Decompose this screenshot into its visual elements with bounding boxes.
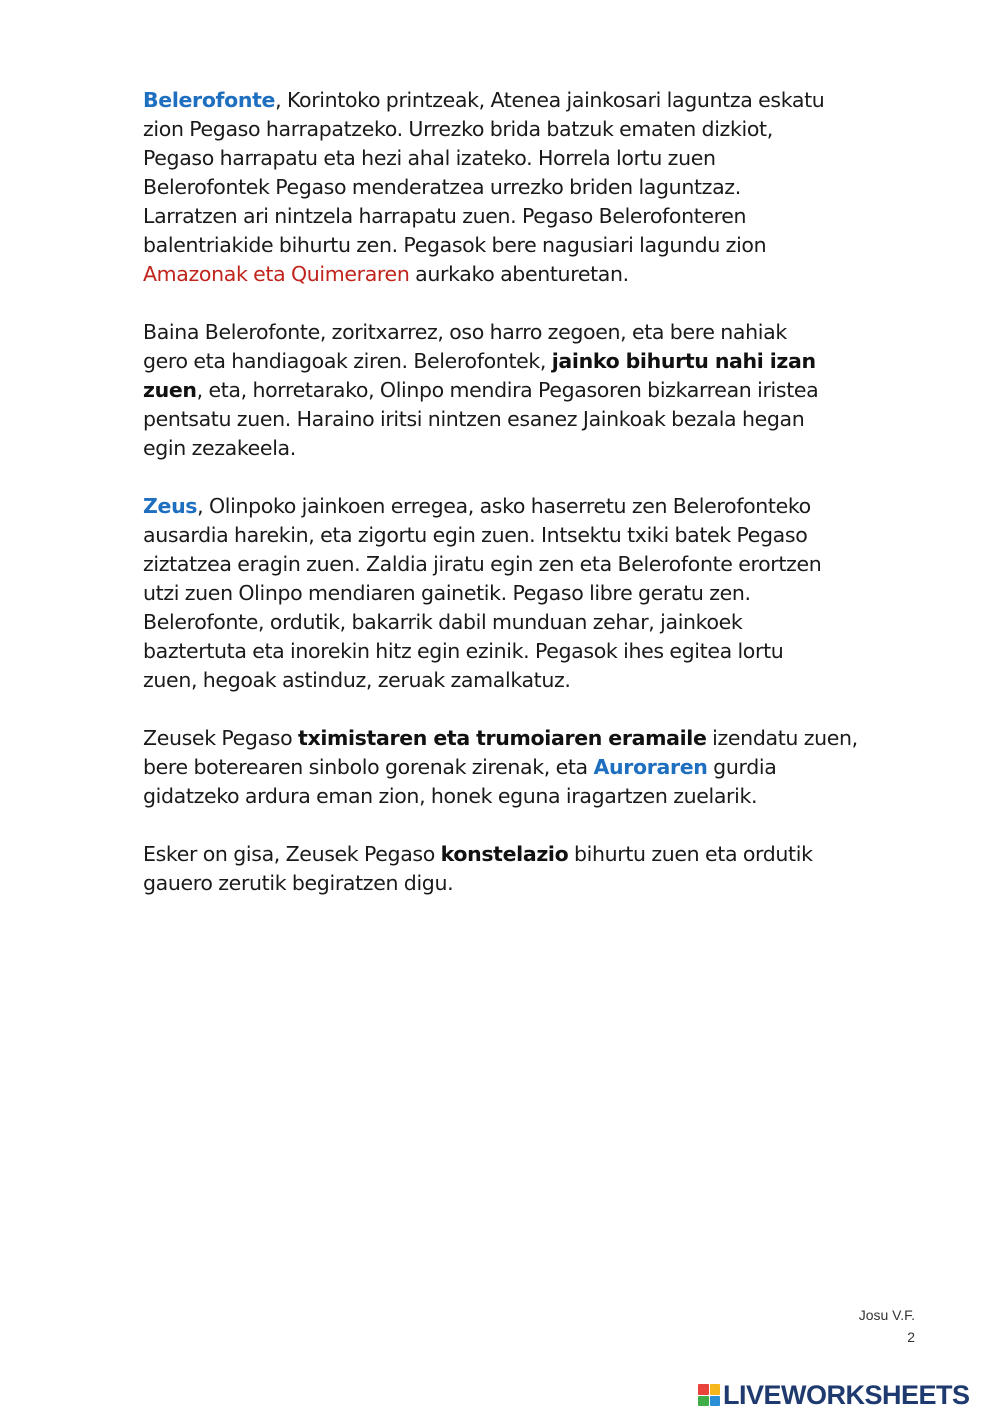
text-segment: pentsatu zuen. Haraino iritsi nintzen esanez Jainkoak bezala hegan xyxy=(143,407,805,431)
liveworksheets-brand[interactable] xyxy=(698,1380,970,1410)
text-segment: , Olinpoko jainkoen erregea, asko haserretu zen Belerofonteko xyxy=(197,494,811,518)
page-number: 2 xyxy=(907,1329,915,1345)
paragraph xyxy=(143,840,923,898)
text-line xyxy=(143,231,923,260)
text-line xyxy=(143,115,923,144)
text-segment: egin zezakeela. xyxy=(143,436,296,460)
text-segment: Pegaso harrapatu eta hezi ahal izateko. Horrela lortu zuen xyxy=(143,146,716,170)
paragraph xyxy=(143,318,923,463)
highlighted-name: Belerofonte xyxy=(143,88,276,112)
author-name: Josu V.F. xyxy=(858,1307,915,1323)
text-line xyxy=(143,492,923,521)
bold-phrase: zuen xyxy=(143,378,197,402)
text-segment: Larratzen ari nintzela harrapatu zuen. Pegaso Belerofonteren xyxy=(143,204,747,228)
page-footer xyxy=(859,1304,915,1348)
text-segment: Baina Belerofonte, zoritxarrez, oso harro zegoen, eta bere nahiak xyxy=(143,320,787,344)
text-segment: zion Pegaso harrapatzeko. Urrezko brida batzuk ematen dizkiot, xyxy=(143,117,773,141)
text-line xyxy=(143,86,923,115)
story-text xyxy=(143,86,923,927)
text-line xyxy=(143,434,923,463)
text-line xyxy=(143,637,923,666)
text-segment: , eta, horretarako, Olinpo mendira Pegasoren bizkarrean iristea xyxy=(196,378,819,402)
text-line xyxy=(143,666,923,695)
text-line xyxy=(143,521,923,550)
highlighted-name: Zeus xyxy=(143,494,198,518)
text-segment: bere boterearen sinbolo gorenak zirenak, eta xyxy=(143,755,594,779)
text-segment: gidatzeko ardura eman zion, honek eguna iragartzen zuelarik. xyxy=(143,784,758,808)
text-line xyxy=(143,782,923,811)
paragraph xyxy=(143,86,923,289)
logo-square-yellow xyxy=(710,1384,721,1395)
text-segment: bihurtu zuen eta ordutik xyxy=(568,842,813,866)
text-segment: balentriakide bihurtu zen. Pegasok bere nagusiari lagundu zion xyxy=(143,233,767,257)
text-line xyxy=(143,840,923,869)
text-line xyxy=(143,869,923,898)
brand-wordmark: LIVEWORKSHEETS xyxy=(723,1379,970,1410)
text-line xyxy=(143,550,923,579)
text-segment: ausardia harekin, eta zigortu egin zuen. Intsektu txiki batek Pegaso xyxy=(143,523,808,547)
text-line xyxy=(143,202,923,231)
text-segment: Esker on gisa, Zeusek Pegaso xyxy=(143,842,441,866)
bold-phrase: jainko bihurtu nahi izan xyxy=(551,349,816,373)
paragraph xyxy=(143,492,923,695)
text-line xyxy=(143,173,923,202)
logo-square-green xyxy=(698,1396,709,1407)
text-line xyxy=(143,579,923,608)
text-segment: ziztatzea eragin zuen. Zaldia jiratu egin zen eta Belerofonte erortzen xyxy=(143,552,822,576)
text-segment: gurdia xyxy=(707,755,777,779)
text-line xyxy=(143,753,923,782)
text-segment: izendatu zuen, xyxy=(706,726,858,750)
text-segment: utzi zuen Olinpo mendiaren gainetik. Pegaso libre geratu zen. xyxy=(143,581,751,605)
text-line xyxy=(143,376,923,405)
text-segment: gauero zerutik begiratzen digu. xyxy=(143,871,454,895)
logo-square-red xyxy=(698,1384,709,1395)
paragraph xyxy=(143,724,923,811)
text-segment: baztertuta eta inorekin hitz egin ezinik. Pegasok ihes egitea lortu xyxy=(143,639,784,663)
text-segment: gero eta handiagoak ziren. Belerofontek, xyxy=(143,349,552,373)
bold-phrase: konstelazio xyxy=(440,842,569,866)
text-line xyxy=(143,724,923,753)
text-line xyxy=(143,347,923,376)
text-segment: Belerofontek Pegaso menderatzea urrezko briden laguntzaz. xyxy=(143,175,741,199)
text-line xyxy=(143,318,923,347)
text-segment: aurkako abenturetan. xyxy=(409,262,629,286)
text-segment: zuen, hegoak astinduz, zeruak zamalkatuz. xyxy=(143,668,571,692)
text-segment: , Korintoko printzeak, Atenea jainkosari laguntza eskatu xyxy=(275,88,825,112)
text-line xyxy=(143,608,923,637)
text-segment: Zeusek Pegaso xyxy=(143,726,298,750)
text-line xyxy=(143,260,923,289)
highlighted-name: Auroraren xyxy=(593,755,708,779)
text-segment: Belerofonte, ordutik, bakarrik dabil munduan zehar, jainkoek xyxy=(143,610,743,634)
bold-phrase: tximistaren eta trumoiaren eramaile xyxy=(298,726,707,750)
text-line xyxy=(143,144,923,173)
highlighted-phrase: Amazonak eta Quimeraren xyxy=(143,262,410,286)
logo-square-blue xyxy=(710,1396,721,1407)
liveworksheets-logo-icon xyxy=(698,1384,720,1406)
text-line xyxy=(143,405,923,434)
